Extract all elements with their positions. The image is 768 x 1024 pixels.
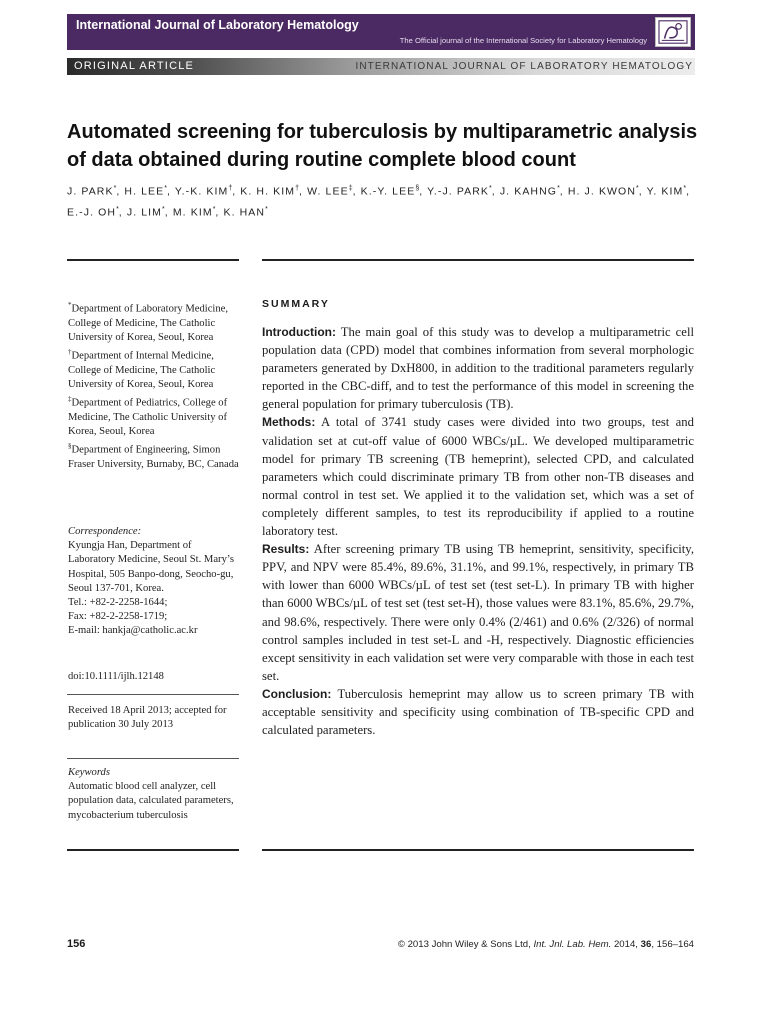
affiliation-mark: * xyxy=(683,185,687,192)
abstract-section-label: Introduction: xyxy=(262,325,336,339)
correspondence-line: E-mail: hankja@catholic.ac.kr xyxy=(68,625,198,637)
affiliation-mark: † xyxy=(68,348,72,357)
correspondence-line: Fax: +82-2-2258-1719; xyxy=(68,611,168,623)
keywords-text: Automatic blood cell analyzer, cell population data, calculated parameters, mycobacterium tuberculosis xyxy=(68,781,234,821)
journal-name: International Journal of Laboratory Hematology xyxy=(76,18,359,32)
footer-year: 2014, xyxy=(611,939,641,950)
author-name: Y. KIM xyxy=(646,185,684,198)
summary-bottom-rule xyxy=(262,849,694,851)
affiliation-mark: * xyxy=(164,185,167,192)
keywords-block xyxy=(68,766,240,823)
affiliation-mark: § xyxy=(415,185,420,192)
author-name: J. KAHNG xyxy=(499,185,558,198)
received-text: Received 18 April 2013; accepted for publication 30 July 2013 xyxy=(68,705,227,731)
footer-pages: , 156–164 xyxy=(651,939,694,950)
affiliation xyxy=(68,345,240,392)
abstract-section-label: Results: xyxy=(262,542,310,557)
affiliation xyxy=(68,298,240,345)
abstract-section xyxy=(262,413,694,540)
footer-volume: 36 xyxy=(640,939,652,950)
society-logo-icon xyxy=(655,17,691,47)
author-name: H. J. KWON xyxy=(567,185,637,198)
affiliation-mark: * xyxy=(116,205,119,213)
abstract-section-text: A total of 3741 study cases were divided into two groups, test and validation set at cut-off value of 6000 WBCs/µL. We developed multiparametric model for primary TB screening (TB hemeprint), selected CPD, and calculated parameters which could discriminate primary TB from other non-TB diseases and normal control in test set. We applied it to the validation set, which was a set of completely different samples, to test its reproducibility if applied to a routine laboratory test. xyxy=(262,415,694,539)
affiliation xyxy=(68,439,240,472)
journal-banner xyxy=(67,14,695,50)
affiliation-mark: § xyxy=(68,442,72,451)
affiliation-mark: * xyxy=(489,185,492,192)
correspondence-block xyxy=(68,525,240,639)
summary-top-rule xyxy=(262,259,694,261)
author-name: K. H. KIM xyxy=(240,185,296,198)
keywords-label: Keywords xyxy=(68,767,110,778)
copyright-text: © 2013 John Wiley & Sons Ltd, xyxy=(397,939,534,950)
correspondence-label: Correspondence: xyxy=(68,526,142,537)
affiliation-mark: * xyxy=(68,301,72,309)
affiliation xyxy=(68,392,240,439)
sidebar-divider xyxy=(67,694,239,695)
abstract-section xyxy=(262,685,694,739)
abstract-section-text: After screening primary TB using TB hemeprint, sensitivity, specificity, PPV, and NPV were 85.4%, 89.6%, 31.1%, and 99.1%, respectively, in primary TB with lower than 6000 WBCs/µL of test set (test set-L). In primary TB with higher than 6000 WBCs/µL of test set (test set-H), those values were 83.1%, 85.6%, 29.7%, and 98.6%, respectively. There were only 0.4% (2/461) and 0.6% (2/326) of normal control samples included in test set-L and -H, respectively. Diagnostic efficiencies except sensitivity in each validation set were very comparable with those in each test set. xyxy=(262,542,694,683)
author-name: K. HAN xyxy=(223,206,266,218)
summary-heading: SUMMARY xyxy=(262,298,330,310)
author-name: K.-Y. LEE xyxy=(360,185,416,198)
author-name: Y.-J. PARK xyxy=(427,185,490,198)
sidebar-top-rule xyxy=(67,259,239,261)
affiliation-mark: ‡ xyxy=(348,185,353,192)
article-title xyxy=(67,118,707,174)
abstract-section xyxy=(262,323,694,413)
correspondence-line: Kyungja Han, Department of Laboratory Medicine, Seoul St. Mary’s Hospital, 505 Banpo-dong, Seocho-gu, Seoul 137-701, Korea. xyxy=(68,540,234,594)
affiliation-mark: * xyxy=(265,205,268,213)
affiliation-mark: * xyxy=(557,185,560,192)
doi xyxy=(68,670,240,684)
abstract-section-text: Tuberculosis hemeprint may allow us to screen primary TB with acceptable sensitivity and specificity using combination of TB-specific CPD and calculated parameters. xyxy=(262,686,694,738)
title-line-2: of data obtained during routine complete blood count xyxy=(67,149,576,171)
author-name: M. KIM xyxy=(172,206,213,218)
affiliation-text: Department of Engineering, Simon Fraser University, Burnaby, BC, Canada xyxy=(68,444,239,471)
section-strip xyxy=(67,58,695,75)
affiliations xyxy=(68,298,240,472)
affiliation-text: Department of Internal Medicine, College of Medicine, The Catholic University of Korea, Seoul, Korea xyxy=(68,350,216,391)
author-name: J. PARK xyxy=(67,185,114,198)
running-head: INTERNATIONAL JOURNAL OF LABORATORY HEMATOLOGY xyxy=(355,61,693,72)
author-name: W. LEE xyxy=(307,185,349,198)
author-name: J. LIM xyxy=(126,206,163,218)
affiliation-text: Department of Pediatrics, College of Medicine, The Catholic University of Korea, Seoul, Korea xyxy=(68,397,228,438)
copyright-line xyxy=(398,939,694,950)
affiliation-mark: * xyxy=(162,205,165,213)
abstract-section xyxy=(262,540,694,685)
title-line-1: Automated screening for tuberculosis by multiparametric analysis xyxy=(67,121,698,143)
section-label: ORIGINAL ARTICLE xyxy=(74,60,195,72)
affiliation-mark: † xyxy=(228,185,233,192)
correspondence-line: Tel.: +82-2-2258-1644; xyxy=(68,597,168,609)
sidebar-bottom-rule xyxy=(67,849,239,851)
author-name: Y.-K. KIM xyxy=(174,185,229,198)
doi-text: doi:10.1111/ijlh.12148 xyxy=(68,671,164,682)
author-name: E.-J. OH xyxy=(67,206,117,218)
journal-tagline: The Official journal of the International Society for Laboratory Hematology xyxy=(399,36,647,45)
received-dates xyxy=(68,704,240,732)
abstract-section-text: The main goal of this study was to develop a multiparametric cell population data (CPD) model that combines information from several morphologic parameters generated by DxH800, in addition to the traditional parameters regularly reported in the CBC-diff, and to test the performance of this model in screening the general population for primary tuberculosis (TB). xyxy=(262,325,694,412)
affiliation-mark: * xyxy=(212,205,216,213)
journal-abbrev: Int. Jnl. Lab. Hem. xyxy=(533,939,612,950)
author-name: H. LEE xyxy=(124,185,165,198)
abstract-section-label: Methods: xyxy=(262,415,316,430)
affiliation-mark: ‡ xyxy=(68,395,72,404)
abstract-section-label: Conclusion: xyxy=(262,686,332,701)
page-number: 156 xyxy=(67,938,86,950)
affiliation-mark: † xyxy=(295,185,300,192)
abstract-body xyxy=(262,323,694,739)
affiliation-text: Department of Laboratory Medicine, College of Medicine, The Catholic University of Korea, Seoul, Korea xyxy=(68,303,228,343)
affiliation-mark: * xyxy=(113,185,117,192)
affiliation-mark: * xyxy=(636,185,639,192)
author-list: J. PARK*, H. LEE*, Y.-K. KIM†, K. H. KIM†, W. LEE‡, K.-Y. LEE§, Y.-J. PARK*, J. KAHNG*, H. J. KWON*, Y. KIM*, E.-J. OH*, J. LIM*, M. KIM*, K. HAN* xyxy=(67,185,691,218)
sidebar-divider xyxy=(67,758,239,759)
